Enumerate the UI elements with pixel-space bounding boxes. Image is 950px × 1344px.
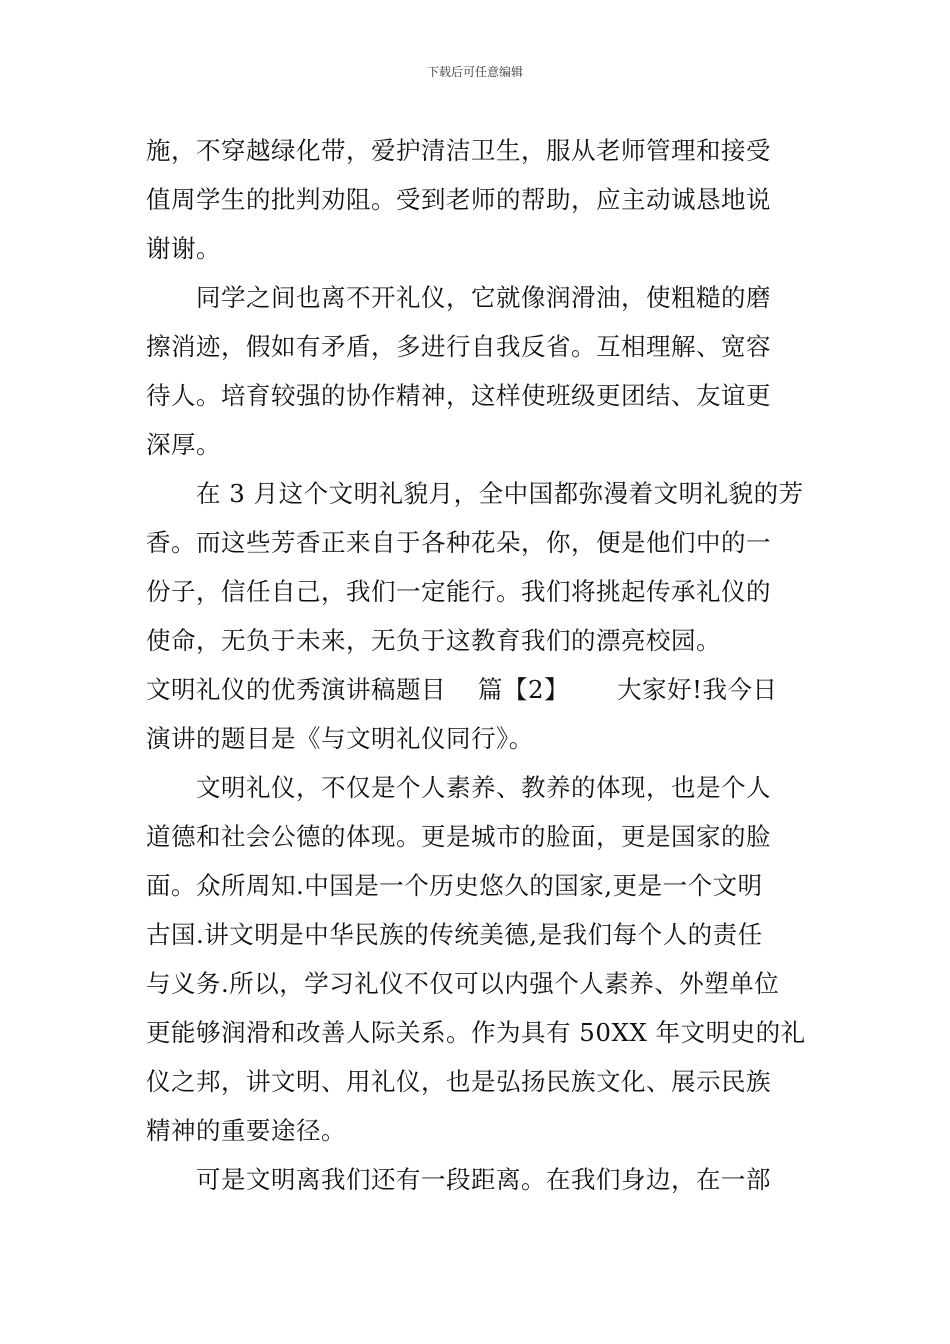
heading-greeting: 大家好!我今日 <box>617 675 778 704</box>
text-line: 可是文明离我们还有一段距离。在我们身边，在一部 <box>196 1165 771 1194</box>
text-line: 施，不穿越绿化带，爱护清洁卫生，服从老师管理和接受 <box>146 136 771 165</box>
text-line: 使命，无负于未来，无负于这教育我们的漂亮校园。 <box>146 626 721 655</box>
text-line: 值周学生的批判劝阻。受到老师的帮助，应主动诚恳地说 <box>146 185 771 214</box>
text-line: 同学之间也离不开礼仪，它就像润滑油，使粗糙的磨 <box>196 283 771 312</box>
text-line: 道德和社会公德的体现。更是城市的脸面，更是国家的脸 <box>146 822 771 851</box>
text-line: 擦消迹，假如有矛盾，多进行自我反省。互相理解、宽容 <box>146 332 771 361</box>
text-line: 在 3 月这个文明礼貌月，全中国都弥漫着文明礼貌的芳 <box>196 479 804 508</box>
text-line: 深厚。 <box>146 430 221 459</box>
section-heading <box>146 665 806 714</box>
text-line: 更能够润滑和改善人际关系。作为具有 50XX 年文明史的礼 <box>146 1018 806 1047</box>
text-line: 份子，信任自己，我们一定能行。我们将挑起传承礼仪的 <box>146 577 771 606</box>
text-line: 待人。培育较强的协作精神，这样使班级更团结、友谊更 <box>146 381 771 410</box>
page-header: 下载后可任意编辑 <box>426 65 523 79</box>
text-line: 古国.讲文明是中华民族的传统美德,是我们每个人的责任 <box>146 920 763 949</box>
text-line: 演讲的题目是《与文明礼仪同行》。 <box>146 724 534 753</box>
paragraph <box>146 126 806 273</box>
text-line: 仪之邦，讲文明、用礼仪，也是弘扬民族文化、展示民族 <box>146 1067 771 1096</box>
paragraph <box>146 1155 806 1204</box>
text-line: 精神的重要途径。 <box>146 1116 346 1145</box>
text-line: 香。而这些芳香正来自于各种花朵，你，便是他们中的一 <box>146 528 771 557</box>
paragraph <box>146 469 806 665</box>
paragraph <box>146 763 806 1155</box>
paragraph <box>146 273 806 469</box>
text-line: 与义务.所以，学习礼仪不仅可以内强个人素养、外塑单位 <box>146 969 780 998</box>
document-body <box>146 126 806 1204</box>
text-line: 谢谢。 <box>146 234 221 263</box>
heading-section-label: 篇【2】 <box>478 675 570 704</box>
heading-title: 文明礼仪的优秀演讲稿题目 <box>146 675 446 704</box>
text-line: 文明礼仪，不仅是个人素养、教养的体现，也是个人 <box>196 773 771 802</box>
text-line: 面。众所周知.中国是一个历史悠久的国家,更是一个文明 <box>146 871 763 900</box>
